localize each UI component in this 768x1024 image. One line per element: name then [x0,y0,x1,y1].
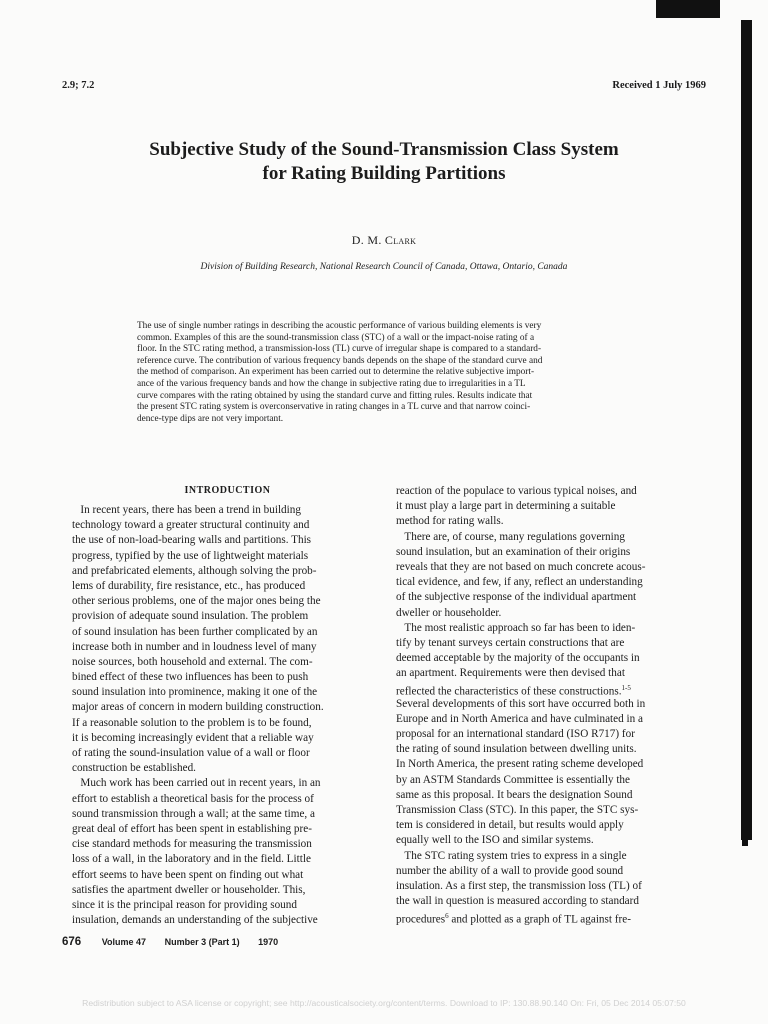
text-line: other serious problems, one of the major ones being the [72,595,321,608]
text-line: Transmission Class (STC). In this paper, the STC sys- [396,803,639,816]
text-line: cise standard methods for measuring the transmission [72,838,312,851]
text-line: tify by tenant surveys certain constructions that are [396,636,625,649]
abstract-line: floor. In the STC rating method, a transmission-loss (TL) curve of irregular shape is compared to a standard- [137,344,542,355]
text-line: reveals that they are not based on much concrete acous- [396,560,646,573]
text-line: dweller or householder. [396,606,502,619]
text-line: loss of a wall, in the laboratory and in the field. Little [72,853,311,866]
text-line: increase both in number and in loudness level of many [72,640,317,653]
abstract-line: dence-type dips are not very important. [137,413,284,424]
text-line: sound insulation, but an examination of their origins [396,545,631,558]
abstract-line: the present STC rating system is overconservative in rating changes in a TL curve and that narrow coinci- [137,402,531,413]
text-line: effort to establish a theoretical basis for the process of [72,792,314,805]
text-line: of sound insulation has been further complicated by an [72,625,318,638]
text-line: noise sources, both household and external. The com- [72,655,313,668]
scan-edge-tick [742,838,748,846]
text-line: method for rating walls. [396,515,504,528]
text-line: In recent years, there has been a trend in building [72,504,301,516]
download-watermark: Redistribution subject to ASA license or copyright; see http://acousticalsociety.org/content/terms. Download to IP: 130.88.90.140 On: Fri, 05 Dec 2014 05:07:50 [82,998,686,1008]
text-line: by an ASTM Standards Committee is essentially the [396,773,630,786]
text-line: it must play a large part in determining a suitable [396,500,616,513]
abstract-line: reference curve. The contribution of various frequency bands depends on the shape of the standard curve and [137,355,543,366]
text-line: If a reasonable solution to the problem is to be found, [72,716,312,729]
left-column-body [72,503,383,928]
text-line: The most realistic approach so far has been to iden- [396,621,636,634]
text-line: great deal of effort has been spent in establishing pre- [72,822,312,835]
text-line: deemed acceptable by the majority of the occupants in [396,652,640,665]
text-line: There are, of course, many regulations governing [396,530,625,543]
abstract [137,321,621,425]
text-line: the wall in question is measured according to standard [396,895,639,908]
article-title [60,138,708,186]
text-line: major areas of concern in modern building construction. [72,701,324,714]
title-line: Subjective Study of the Sound-Transmission Class System [149,139,619,160]
text-line: tical evidence, and few, if any, reflect an understanding [396,576,643,589]
text-line: proposal for an international standard (ISO R717) for [396,728,635,740]
text-line: In North America, the present rating scheme developed [396,758,644,771]
abstract-line: ance of the various frequency bands and how the change in subjective rating due to irregularities in a TL [137,378,526,389]
journal-volume: Volume 47 [101,937,147,947]
abstract-line: common. Examples of this are the sound-transmission class (STC) of a wall or the impact-noise rating of a [137,332,535,343]
classification-code: 2.9; 7.2 [62,80,95,91]
text-line: reaction of the populace to various typical noises, and [396,485,637,497]
page-number: 676 [62,936,82,948]
text-line: insulation. As a first step, the transmission loss (TL) of [396,879,642,892]
text-line: the use of non-load-bearing walls and partitions. This [72,534,312,547]
text-line: The STC rating system tries to express in a single [396,849,627,862]
text-line: effort seems to have been spent on finding out what [72,868,304,881]
abstract-line: curve compares with the rating obtained by using the standard curve and fitting rules. Results indicate that [137,390,533,401]
author-affiliation: Division of Building Research, National Research Council of Canada, Ottawa, Ontario, Canada [200,262,568,272]
journal-number: Number 3 (Part 1) [164,937,240,947]
scan-edge-mark-top [656,0,720,18]
text-line: lems of durability, fire resistance, etc., has produced [72,579,306,592]
text-line: equally well to the ISO and similar systems. [396,834,594,847]
title-line: for Rating Building Partitions [262,163,506,184]
scan-edge-mark-side [741,20,752,840]
abstract-line: The use of single number ratings in describing the acoustic performance of various building elements is very [137,321,542,331]
text-line: same as this proposal. It bears the designation Sound [396,788,633,801]
text-line: of the subjective response of the individual apartment [396,591,637,604]
author-name: D. M. Clark [351,233,417,247]
text-line: Several developments of this sort have occurred both in [396,697,646,710]
text-line: it is becoming increasingly evident that a reliable way [72,731,314,744]
text-line: tem is considered in detail, but results would apply [396,819,624,832]
text-line: sound insulation into prominence, making it one of the [72,686,318,699]
right-column-body [396,484,707,924]
text-line: reflected the characteristics of these constructions.$^{1-5}$ [396,684,631,699]
text-line: Much work has been carried out in recent years, in an [72,777,321,790]
text-line: of rating the sound-insulation value of a wall or floor [72,747,310,759]
text-line: bined effect of these two influences has been to push [72,671,309,684]
text-line: and prefabricated elements, although solving the prob- [72,564,317,577]
text-line: an apartment. Requirements were then devised that [396,667,625,680]
text-line: number the ability of a wall to provide good sound [396,864,624,877]
page-footer [62,936,294,948]
text-line: provision of adequate sound insulation. The problem [72,610,309,623]
section-heading: INTRODUCTION [184,485,271,496]
text-line: Europe and in North America and have culminated in a [396,712,643,725]
text-line: sound transmission through a wall; at the same time, a [72,807,315,820]
text-line: insulation, demands an understanding of the subjective [72,914,318,927]
journal-year: 1970 [258,937,279,947]
text-line: procedures$^6$ and plotted as a graph of TL against fre- [396,912,631,926]
text-line: technology toward a greater structural continuity and [72,519,310,532]
text-line: since it is the principal reason for providing sound [72,898,297,911]
text-line: progress, typified by the use of lightweight materials [72,549,309,562]
abstract-line: the method of comparison. An experiment has been carried out to determine the relative subjective import- [137,367,535,378]
received-date: Received 1 July 1969 [612,80,706,91]
right-column [396,484,707,924]
text-line: the rating of sound insulation between dwelling units. [396,743,637,756]
text-line: construction be established. [72,762,196,775]
left-column [72,483,383,928]
text-line: satisfies the apartment dweller or householder. This, [72,883,306,896]
